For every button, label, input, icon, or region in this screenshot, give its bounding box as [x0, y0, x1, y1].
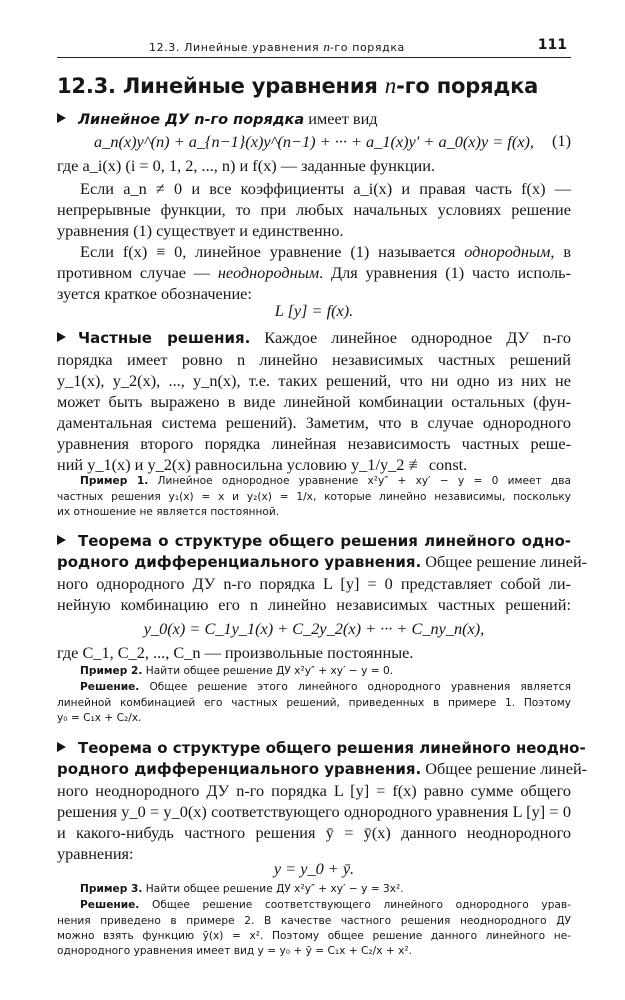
paragraph-line: зуется краткое обозначение:	[57, 284, 252, 303]
example-3: Пример 3. Найти общее решение ДУ x²y″ + xy′ − y = 3x².	[80, 883, 404, 895]
running-header	[57, 37, 571, 57]
paragraph-line: ного однородного ДУ n-го порядка L [y] = 0 представляет собой ли-	[57, 574, 571, 593]
paragraph-line: даментальная система решений). Заметим, что в случае однородного	[57, 413, 571, 432]
equation-1: a_n(x)y^(n) + a_{n−1}(x)y^(n−1) + ··· + a_1(x)y′ + a_0(x)y = f(x),	[94, 132, 534, 151]
equation-general-solution: y_0(x) = C_1y_1(x) + C_2y_2(x) + ··· + C_ny_n(x),	[143, 619, 485, 638]
equation-nonhomogeneous: y = y_0 + ȳ.	[273, 859, 355, 878]
example-1-line: частных решения y₁(x) = x и y₂(x) = 1/x, которые линейно независимы, поскольку	[57, 491, 571, 503]
example-2-solution: Решение. Общее решение этого линейного однородного уравнения является	[80, 681, 571, 693]
paragraph-line: решения y_0 = y_0(x) соответствующего однородного уравнения L [y] = 0	[57, 802, 571, 821]
term: неоднородным	[217, 263, 320, 282]
section-title: 12.3. Линейные уравнения n-го порядка	[57, 73, 539, 98]
paragraph-line: уравнения второго порядка линейная независимость частных реше-	[57, 434, 571, 453]
page-number: 111	[537, 37, 567, 53]
theorem-1-heading: Теорема о структуре общего решения линейного одно-	[57, 530, 571, 552]
bullet-triangle-icon	[57, 113, 66, 123]
paragraph-line: порядка имеет ровно n линейно независимых частных решений	[57, 350, 571, 369]
bullet-triangle-icon	[57, 742, 66, 752]
paragraph-line: непрерывные функции, то при любых начальных условиях решение	[57, 200, 571, 219]
paragraph-line: Если f(x) ≡ 0, линейное уравнение (1) называется однородным, в	[80, 242, 572, 261]
theorem-2-heading: Теорема о структуре общего решения линейного неодно-	[57, 737, 571, 759]
example-3-line: можно взять функцию ȳ(x) = x². Поэтому общее решение данного линейного не-	[57, 930, 571, 942]
example-1-line: их отношение не является постоянной.	[57, 506, 280, 518]
paragraph-line: Линейное ДУ n-го порядка имеет вид	[57, 108, 571, 131]
example-3-solution: Решение. Общее решение соответствующего линейного однородного урав-	[80, 899, 571, 911]
paragraph-line: Частные решения. Каждое линейное однородное ДУ n-го	[57, 327, 571, 349]
equation-number: (1)	[552, 131, 571, 150]
example-1: Пример 1. Линейное однородное уравнение x²y″ + xy′ − y = 0 имеет два	[80, 475, 571, 487]
paragraph-line: ного неоднородного ДУ n-го порядка L [y] = f(x) равно сумме общего	[57, 781, 571, 800]
paragraph-line: уравнения (1) существует и единственно.	[57, 221, 344, 240]
example-3-line: нения приведено в примере 2. В качестве частного решения неоднородного ДУ	[57, 915, 571, 927]
running-header-title: 12.3. Линейные уравнения n-го порядка	[149, 39, 405, 54]
bullet-triangle-icon	[57, 535, 66, 545]
example-2-line: линейной комбинацией его частных решений, приведенных в примере 1. Поэтому	[57, 697, 571, 709]
paragraph-line: может быть выражено в виде линейной комбинации остальных (фун-	[57, 392, 571, 411]
term: Линейное ДУ n-го порядка	[78, 112, 305, 128]
example-2-line: y₀ = C₁x + C₂/x.	[57, 712, 142, 724]
paragraph-line: где a_i(x) (i = 0, 1, 2, ..., n) и f(x) — заданные функции.	[57, 156, 436, 175]
paragraph-line: противном случае — неоднородным. Для уравнения (1) часто исполь-	[57, 263, 571, 282]
paragraph-line: Если a_n ≠ 0 и все коэффициенты a_i(x) и правая часть f(x) —	[80, 179, 571, 198]
paragraph-line: родного дифференциального уравнения. Общее решение линей-	[57, 759, 588, 778]
paragraph-line: родного дифференциального уравнения. Общее решение линей-	[57, 552, 588, 571]
equation-short-notation: L [y] = f(x).	[274, 301, 354, 320]
paragraph-line: нейную комбинацию его n линейно независимых частных решений:	[57, 595, 571, 614]
paragraph-line: и какого-нибудь частного решения ȳ = ȳ(x) данного неоднородного	[57, 823, 571, 842]
example-3-line: однородного уравнения имеет вид y = y₀ + ȳ = C₁x + C₂/x + x².	[57, 945, 412, 957]
term: однородным	[464, 242, 551, 261]
bullet-triangle-icon	[57, 332, 66, 342]
subheading: Частные решения.	[78, 329, 251, 347]
paragraph-line: y_1(x), y_2(x), ..., y_n(x), т.е. таких решений, что ни одно из них не	[57, 371, 571, 390]
paragraph-line: где C_1, C_2, ..., C_n — произвольные постоянные.	[57, 643, 414, 662]
paragraph-line: уравнения:	[57, 844, 134, 863]
header-rule	[57, 57, 571, 58]
example-2: Пример 2. Найти общее решение ДУ x²y″ + xy′ − y = 0.	[80, 665, 394, 677]
paragraph-line: ний y_1(x) и y_2(x) равносильна условию y_1/y_2 ≢ const.	[57, 455, 468, 474]
